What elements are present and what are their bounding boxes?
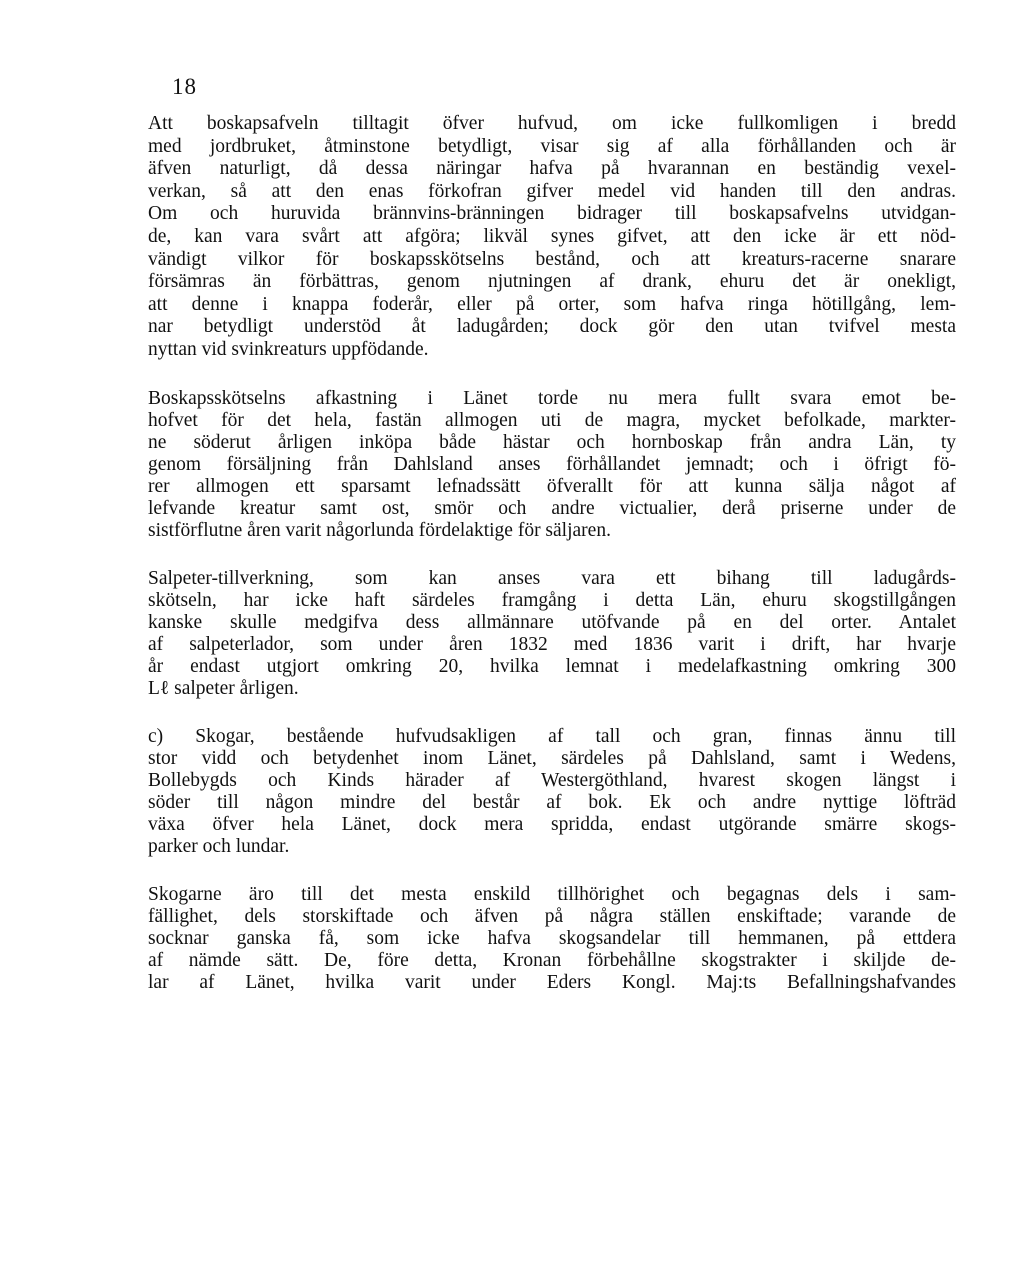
text-line: parker och lundar. xyxy=(148,835,290,857)
text-line: nar betydligt understöd åt ladugården; dock gör den utan tvifvel mesta xyxy=(148,316,956,338)
text-line: med jordbruket, åtminstone betydligt, visar sig af alla förhållanden och är xyxy=(148,135,956,157)
text-line: år endast utgjort omkring 20, hvilka lemnat i medelafkastning omkring 300 xyxy=(148,655,956,677)
paragraph-livestock-yield xyxy=(148,388,956,542)
text-line: Om och huruvida brännvins-bränningen bidrager till boskapsafvelns utvidgan- xyxy=(148,203,956,225)
text-line: Bollebygds och Kinds härader af Westergöthland, hvarest skogen längst i xyxy=(148,769,956,791)
text-line: kanske skulle medgifva dess allmännare utöfvande på en del orter. Antalet xyxy=(148,611,956,633)
text-line: Salpeter-tillverkning, som kan anses vara ett bihang till ladugårds- xyxy=(148,567,956,589)
body-text xyxy=(148,113,956,994)
text-line: fällighet, dels storskiftade och äfven på några ställen enskiftade; varande de xyxy=(148,905,956,927)
text-line: att denne i knappa foderår, eller på orter, som hafva ringa hötillgång, lem- xyxy=(148,293,956,315)
text-line: lefvande kreatur samt ost, smör och andre victualier, derå priserne under de xyxy=(148,497,956,519)
text-line: Boskapsskötselns afkastning i Länet torde nu mera fullt svara emot be- xyxy=(148,387,956,409)
text-line: c) Skogar, bestående hufvudsakligen af tall och gran, finnas ännu till xyxy=(148,725,956,747)
text-line: Att boskapsafveln tilltagit öfver hufvud, om icke fullkomligen i bredd xyxy=(148,113,956,134)
text-line: af salpeterlador, som under åren 1832 med 1836 varit i drift, har hvarje xyxy=(148,633,956,655)
text-line: försämras än förbättras, genom njutningen af drank, ehuru det är onekligt, xyxy=(148,271,956,293)
text-line: nyttan vid svinkreaturs uppfödande. xyxy=(148,338,429,360)
text-line: socknar ganska få, som icke hafva skogsandelar till hemmanen, på ettdera xyxy=(148,927,956,949)
text-line: ne söderut årligen inköpa både hästar och hornboskap från andra Län, ty xyxy=(148,431,956,453)
paragraph-forests xyxy=(148,726,956,858)
paragraph-forest-ownership xyxy=(148,884,956,994)
text-line: lar af Länet, hvilka varit under Eders Kongl. Maj:ts Befallningshafvandes xyxy=(148,971,956,993)
text-line: verkan, så att den enas förkofran gifver medel vid handen till den andras. xyxy=(148,180,956,202)
text-line: genom försäljning från Dahlsland anses förhållandet jemnadt; och i öfrigt fö- xyxy=(148,453,956,475)
text-line: af nämde sätt. De, före detta, Kronan förbehållne skogstrakter i skiljde de- xyxy=(148,949,956,971)
text-line: äfven naturligt, då dessa näringar hafva på hvarannan en beständig vexel- xyxy=(148,158,956,180)
paragraph-livestock-breeding xyxy=(148,113,956,362)
text-line: rer allmogen ett sparsamt lefnadssätt öfverallt för att kunna sälja något af xyxy=(148,475,956,497)
text-line: skötseln, har icke haft särdeles framgång i detta Län, ehuru skogstillgången xyxy=(148,589,956,611)
text-line: växa öfver hela Länet, dock mera spridda, endast utgörande smärre skogs- xyxy=(148,813,956,835)
paragraph-saltpeter xyxy=(148,568,956,700)
text-line: söder till någon mindre del består af bok. Ek och andre nyttige löfträd xyxy=(148,791,956,813)
text-line: sistförflutne åren varit någorlunda fördelaktige för säljaren. xyxy=(148,519,611,541)
text-line: Lℓ salpeter årligen. xyxy=(148,677,299,699)
text-line: Skogarne äro till det mesta enskild tillhörighet och begagnas dels i sam- xyxy=(148,883,956,905)
text-line: vändigt vilkor för boskapsskötselns bestånd, och att kreaturs-racerne snarare xyxy=(148,248,956,270)
text-line: de, kan vara svårt att afgöra; likväl synes gifvet, att den icke är ett nöd- xyxy=(148,225,956,247)
page-number: 18 xyxy=(172,74,197,99)
text-line: hofvet för det hela, fastän allmogen uti de magra, mycket befolkade, markter- xyxy=(148,409,956,431)
text-line: stor vidd och betydenhet inom Länet, särdeles på Dahlsland, samt i Wedens, xyxy=(148,747,956,769)
